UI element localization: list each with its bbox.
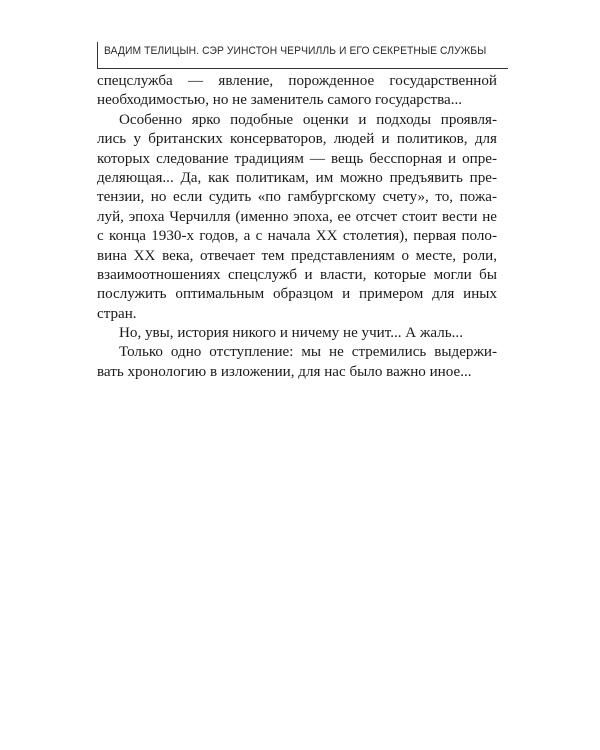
text-line: послужить оптимальным образцом и примером для иных bbox=[97, 286, 497, 303]
running-head-text: ВАДИМ ТЕЛИЦЫН. СЭР УИНСТОН ЧЕРЧИЛЛЬ И ЕГО СЕКРЕТНЫЕ СЛУЖБЫ bbox=[104, 45, 487, 57]
text-line: Особенно ярко подобные оценки и подходы проявля- bbox=[119, 111, 497, 128]
text-line: необходимостью, но не заменитель самого государства... bbox=[97, 92, 463, 109]
text-line: луй, эпоха Черчилля (именно эпоха, ее отсчет стоит вести не bbox=[97, 208, 497, 225]
text-line: Только одно отступление: мы не стремились выдержи- bbox=[119, 344, 497, 361]
text-line: вать хронологию в изложении, для нас было важно иное... bbox=[97, 363, 472, 380]
text-line: тензии, но если судить «по гамбургскому счету», то, пожа- bbox=[97, 189, 497, 206]
text-line: спецслужба — явление, порожденное государственной bbox=[97, 73, 497, 89]
text-line: с конца 1930-х годов, а с начала XX столетия), первая поло- bbox=[97, 228, 497, 245]
text-line: которых следование традициям — вещь бесспорная и опре- bbox=[97, 150, 497, 167]
text-line: Но, увы, история никого и ничему не учит... А жаль... bbox=[119, 325, 463, 342]
body-text bbox=[97, 72, 497, 382]
text-line: вина XX века, отвечает тем представлениям о месте, роли, bbox=[97, 247, 497, 264]
text-line: лись у британских консерваторов, людей и политиков, для bbox=[97, 131, 497, 148]
running-head bbox=[97, 42, 508, 69]
text-line: взаимоотношениях спецслужб и власти, которые могли бы bbox=[97, 266, 497, 283]
text-line: стран. bbox=[97, 305, 137, 322]
text-line: деляющая... Да, как политикам, им можно предъявить пре- bbox=[97, 169, 497, 186]
